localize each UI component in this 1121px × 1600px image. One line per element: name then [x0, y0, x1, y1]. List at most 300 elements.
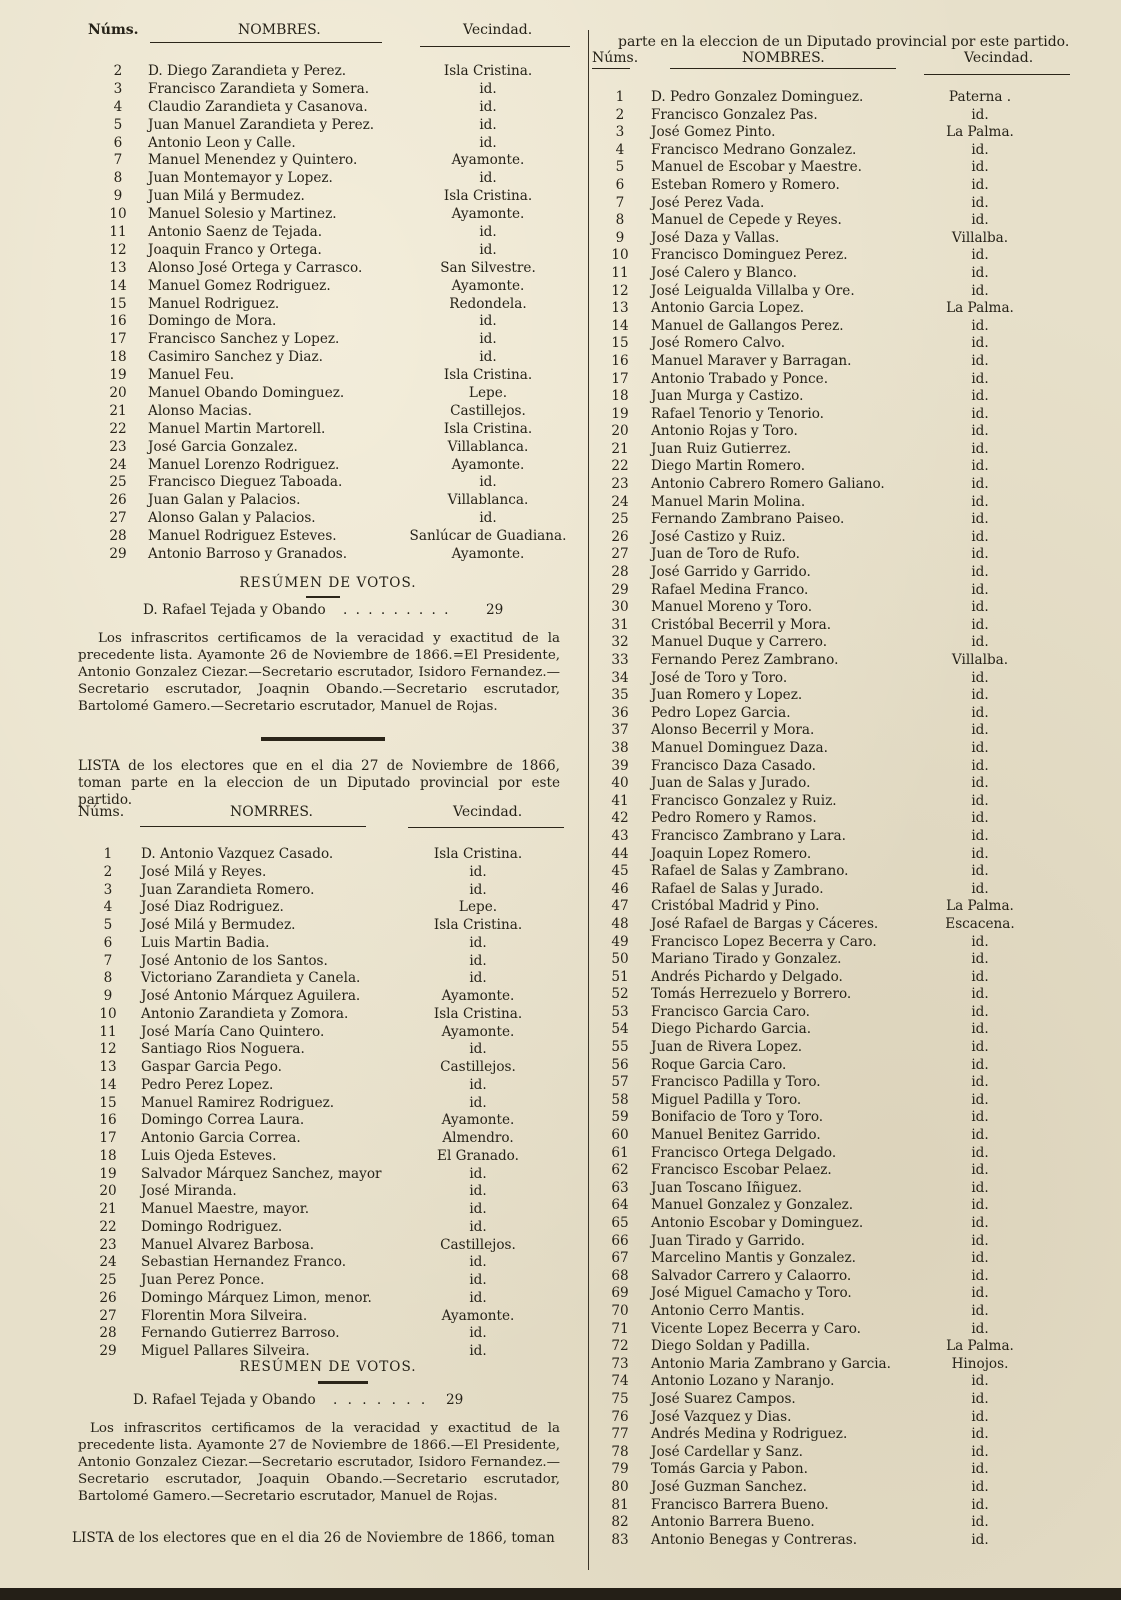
elector-name: José Daza y Vallas.: [651, 229, 780, 246]
list-item: [598, 1145, 1098, 1163]
elector-number: 7: [615, 194, 625, 211]
elector-vecindad: id.: [971, 616, 989, 633]
elector-number: 8: [103, 970, 113, 987]
elector-number: 15: [109, 295, 127, 312]
elector-vecindad: id.: [971, 704, 989, 721]
elector-name: Juan Romero y Lopez.: [651, 687, 803, 704]
elector-number: 23: [109, 438, 127, 455]
header-rule: [140, 826, 366, 827]
elector-number: 23: [99, 1236, 117, 1253]
list-item: [598, 1127, 1098, 1145]
elector-number: 3: [103, 881, 113, 898]
elector-vecindad: Isla Cristina.: [443, 188, 533, 205]
elector-number: 47: [611, 898, 629, 915]
elector-name: Antonio Benegas y Contreras.: [651, 1531, 858, 1548]
list-item: [598, 828, 1098, 846]
elector-name: Manuel de Cepede y Reyes.: [651, 212, 842, 229]
elector-number: 17: [99, 1130, 117, 1146]
header-names: NOMRRES.: [230, 804, 313, 820]
elector-vecindad: id.: [469, 952, 487, 969]
elector-name: Antonio Rojas y Toro.: [651, 423, 798, 440]
elector-name: Rafael Medina Franco.: [651, 581, 809, 598]
list-item: [598, 1233, 1098, 1251]
elector-name: José María Cano Quintero.: [141, 1023, 325, 1040]
lista-intro-3: LISTA de los electores que en el dia 26 de Noviembre de 1866, toman: [72, 1530, 555, 1546]
elector-name: Alonso Galan y Palacios.: [148, 510, 316, 527]
elector-number: 80: [611, 1478, 629, 1495]
elector-vecindad: id.: [971, 1021, 989, 1038]
elector-number: 82: [611, 1514, 629, 1531]
list-item: [598, 652, 1098, 670]
list-item: [78, 1006, 578, 1024]
list-item: [78, 206, 578, 224]
elector-number: 2: [615, 106, 625, 123]
elector-number: 64: [611, 1197, 629, 1214]
elector-vecindad: Ayamonte.: [441, 988, 515, 1004]
list-item: [598, 793, 1098, 811]
elector-vecindad: Isla Cristina.: [443, 63, 533, 79]
elector-name: Antonio Barroso y Granados.: [148, 546, 348, 563]
elector-vecindad: Villablanca.: [447, 492, 529, 509]
elector-name: Domingo de Mora.: [148, 313, 277, 330]
elector-vecindad: id.: [971, 440, 989, 457]
elector-vecindad: id.: [971, 827, 989, 844]
list-item: [598, 494, 1098, 512]
elector-vecindad: id.: [971, 370, 989, 387]
elector-vecindad: id.: [469, 1165, 487, 1182]
elector-number: 20: [99, 1183, 117, 1200]
elector-name: Francisco Zarandieta y Somera.: [148, 80, 370, 97]
elector-number: 2: [103, 863, 113, 880]
elector-vecindad: id.: [971, 775, 989, 792]
elector-number: 79: [611, 1461, 629, 1478]
elector-vecindad: id.: [971, 564, 989, 581]
list-item: [78, 1130, 578, 1148]
resumen-title-1: RESÚMEN DE VOTOS.: [239, 575, 417, 591]
elector-number: 12: [611, 282, 629, 299]
elector-vecindad: La Palma.: [946, 124, 1014, 141]
column-divider: [588, 30, 589, 1570]
resumen-votes: 29: [486, 602, 504, 618]
elector-vecindad: id.: [971, 1109, 989, 1126]
elector-name: Alonso Macias.: [148, 402, 252, 419]
elector-vecindad: id.: [971, 1056, 989, 1073]
elector-name: Manuel Rodriguez.: [148, 295, 280, 312]
list-item: [78, 546, 578, 564]
elector-vecindad: id.: [971, 159, 989, 176]
elector-vecindad: id.: [971, 951, 989, 968]
elector-vecindad: id.: [469, 1218, 487, 1235]
left-column: [72, 0, 578, 1546]
elector-number: 30: [611, 599, 629, 616]
elector-name: Manuel de Escobar y Maestre.: [651, 159, 863, 176]
elector-vecindad: id.: [479, 80, 497, 97]
elector-name: Fernando Zambrano Paiseo.: [651, 511, 845, 528]
elector-number: 29: [99, 1343, 117, 1359]
elector-name: Pedro Romero y Ramos.: [651, 810, 817, 827]
elector-vecindad: id.: [971, 1039, 989, 1056]
elector-vecindad: id.: [971, 493, 989, 510]
elector-number: 25: [611, 511, 629, 528]
list-item: [78, 135, 578, 153]
elector-vecindad: Villalba.: [951, 652, 1009, 668]
elector-name: Miguel Pallares Silveira.: [141, 1343, 310, 1359]
elector-number: 72: [611, 1338, 629, 1355]
elector-number: 19: [99, 1165, 117, 1182]
elector-name: José Miguel Camacho y Toro.: [651, 1285, 852, 1302]
list-item: [78, 474, 578, 492]
elector-number: 49: [611, 933, 629, 950]
list-item: [598, 1461, 1098, 1479]
elector-number: 5: [103, 917, 113, 933]
elector-vecindad: id.: [971, 968, 989, 985]
elector-vecindad: Almendro.: [442, 1130, 514, 1146]
elector-name: Manuel Gomez Rodriguez.: [148, 277, 331, 294]
elector-vecindad: id.: [469, 1041, 487, 1058]
elector-name: Manuel Gonzalez y Gonzalez.: [651, 1197, 854, 1214]
list-item: [598, 283, 1098, 301]
elector-number: 27: [611, 546, 629, 563]
elector-number: 42: [611, 810, 629, 827]
header-vecindad: Vecindad.: [453, 804, 523, 820]
elector-name: Domingo Márquez Limon, menor.: [141, 1289, 372, 1306]
list-item: [78, 492, 578, 510]
certification-2: Los infrascritos certificamos de la veracidad y exactitud de la precedente lista. Ayamonte 27 de Noviembre de 1866.—El Presidente, Antonio Gonzalez Ciezar.—Secretario escrutador, Isidoro Fernandez.—Secretario escrutador, Joaquin Obando.—Secretario escrutador, Bartolomé Gamero.—Secretario escrutador, Manuel de Rojas.: [78, 1421, 560, 1504]
elector-vecindad: id.: [469, 863, 487, 880]
elector-vecindad: Castillejos.: [450, 402, 526, 419]
elector-vecindad: id.: [971, 1496, 989, 1513]
list-item: [598, 1215, 1098, 1233]
elector-number: 44: [611, 845, 629, 862]
elector-number: 14: [109, 277, 127, 294]
elector-name: Antonio Trabado y Ponce.: [651, 370, 829, 387]
elector-name: Juan de Salas y Jurado.: [651, 775, 811, 792]
list-item: [598, 142, 1098, 160]
elector-name: Diego Pichardo Garcia.: [651, 1021, 812, 1038]
elector-number: 24: [611, 493, 629, 510]
list-item: [78, 260, 578, 278]
elector-name: José Garrido y Garrido.: [651, 564, 811, 581]
list-item: [598, 1285, 1098, 1303]
elector-number: 12: [109, 241, 127, 258]
elector-name: Juan Manuel Zarandieta y Perez.: [148, 116, 375, 133]
elector-name: Francisco Garcia Caro.: [651, 1003, 810, 1020]
list-item: [78, 421, 578, 439]
elector-vecindad: id.: [971, 212, 989, 229]
list-item: [598, 318, 1098, 336]
list-item: [78, 1148, 578, 1166]
elector-vecindad: Isla Cristina.: [433, 846, 523, 862]
elector-number: 26: [611, 528, 629, 545]
elector-vecindad: Isla Cristina.: [433, 1005, 523, 1022]
elector-name: Juan Montemayor y Lopez.: [148, 170, 333, 187]
elector-vecindad: Ayamonte.: [451, 546, 525, 563]
elector-number: 40: [611, 775, 629, 792]
elector-number: 11: [99, 1023, 117, 1040]
elector-number: 19: [611, 405, 629, 422]
elector-list-1: [78, 63, 578, 564]
header-vecindad: Vecindad.: [463, 22, 533, 38]
elector-number: 21: [109, 402, 127, 419]
elector-name: Miguel Padilla y Toro.: [651, 1091, 802, 1108]
list-item: [598, 722, 1098, 740]
resumen-title-2: RESÚMEN DE VOTOS.: [239, 1359, 417, 1375]
elector-name: Luis Martin Badia.: [141, 934, 270, 951]
elector-vecindad: id.: [971, 1408, 989, 1425]
list-item: [598, 1197, 1098, 1215]
elector-name: Pedro Lopez Garcia.: [651, 704, 791, 721]
elector-number: 36: [611, 704, 629, 721]
elector-name: José de Toro y Toro.: [651, 669, 788, 686]
elector-vecindad: Isla Cristina.: [433, 917, 523, 933]
list-item: [78, 296, 578, 314]
elector-number: 48: [611, 915, 629, 932]
elector-vecindad: id.: [971, 634, 989, 651]
elector-vecindad: Lepe.: [468, 385, 508, 402]
list-item: [598, 740, 1098, 758]
header-num: Núms.: [88, 22, 139, 38]
elector-vecindad: id.: [971, 1215, 989, 1231]
elector-vecindad: id.: [479, 510, 497, 527]
elector-name: Juan Toscano Iñiguez.: [651, 1179, 802, 1196]
elector-vecindad: Hinojos.: [951, 1355, 1009, 1372]
elector-vecindad: id.: [971, 317, 989, 334]
elector-number: 29: [611, 581, 629, 598]
elector-number: 1: [615, 89, 625, 105]
list-item: [598, 388, 1098, 406]
list-item: [78, 457, 578, 475]
elector-number: 24: [109, 456, 127, 473]
elector-vecindad: id.: [479, 241, 497, 258]
elector-vecindad: id.: [479, 116, 497, 133]
elector-vecindad: id.: [971, 722, 989, 739]
list-item: [598, 1180, 1098, 1198]
elector-name: Antonio Zarandieta y Zomora.: [141, 1005, 349, 1022]
elector-number: 45: [611, 863, 629, 880]
elector-vecindad: El Granado.: [437, 1147, 519, 1164]
elector-vecindad: id.: [971, 687, 989, 704]
list-item: [78, 224, 578, 242]
elector-vecindad: id.: [971, 1003, 989, 1020]
elector-name: Antonio Cabrero Romero Galiano.: [651, 476, 885, 493]
list-item: [598, 986, 1098, 1004]
list-item: [598, 1250, 1098, 1268]
elector-number: 37: [611, 722, 629, 739]
list-item: [78, 953, 578, 971]
elector-name: Diego Martin Romero.: [651, 458, 806, 475]
list-item: [598, 1092, 1098, 1110]
elector-name: Francisco Gonzalez y Ruiz.: [651, 792, 837, 809]
list-item: [78, 864, 578, 882]
elector-name: Francisco Escobar Pelaez.: [651, 1162, 832, 1179]
elector-number: 55: [611, 1039, 629, 1056]
list-item: [78, 278, 578, 296]
elector-name: José Milá y Bermudez.: [141, 917, 296, 933]
list-item: [598, 863, 1098, 881]
elector-vecindad: Villablanca.: [447, 438, 529, 455]
elector-name: Rafael de Salas y Jurado.: [651, 880, 824, 897]
elector-number: 9: [113, 188, 123, 205]
list-item: [78, 1112, 578, 1130]
elector-name: Antonio Garcia Lopez.: [651, 300, 805, 317]
list-item: [598, 1057, 1098, 1075]
elector-vecindad: id.: [971, 880, 989, 897]
elector-number: 52: [611, 986, 629, 1003]
list-item: [78, 99, 578, 117]
list-item: [598, 1479, 1098, 1497]
elector-number: 28: [109, 528, 127, 545]
list-item: [598, 1021, 1098, 1039]
elector-name: Francisco Daza Casado.: [651, 757, 816, 774]
list-item: [78, 846, 578, 864]
list-item: [598, 1426, 1098, 1444]
elector-name: Manuel Menendez y Quintero.: [148, 152, 358, 169]
elector-vecindad: id.: [971, 176, 989, 193]
elector-name: Tomás Herrezuelo y Borrero.: [651, 986, 852, 1003]
elector-number: 3: [113, 80, 123, 97]
list-item: [598, 564, 1098, 582]
list-item: [78, 63, 578, 81]
elector-name: Antonio Cerro Mantis.: [651, 1302, 805, 1319]
elector-name: José Diaz Rodriguez.: [141, 899, 284, 916]
elector-list-3: [598, 89, 1098, 1549]
list-item: [78, 439, 578, 457]
elector-vecindad: id.: [971, 405, 989, 422]
list-item: [598, 969, 1098, 987]
elector-vecindad: id.: [971, 1127, 989, 1144]
elector-name: Francisco Padilla y Toro.: [651, 1074, 821, 1091]
list-item: [598, 1303, 1098, 1321]
elector-vecindad: Isla Cristina.: [443, 367, 533, 384]
list-item: [598, 1162, 1098, 1180]
list-item: [598, 458, 1098, 476]
elector-number: 9: [615, 229, 625, 246]
elector-number: 29: [109, 546, 127, 563]
elector-name: D. Antonio Vazquez Casado.: [141, 846, 334, 862]
elector-vecindad: id.: [971, 1302, 989, 1319]
elector-number: 15: [611, 335, 629, 352]
elector-vecindad: id.: [469, 881, 487, 898]
elector-vecindad: id.: [971, 458, 989, 475]
elector-vecindad: id.: [479, 224, 497, 241]
elector-vecindad: id.: [469, 1272, 487, 1288]
list-item: [598, 353, 1098, 371]
elector-number: 56: [611, 1056, 629, 1073]
list-item: [78, 1201, 578, 1219]
lista-intro-2: LISTA de los electores que en el dia 27 de Noviembre de 1866, toman parte en la eleccion de un Diputado provincial por este partido.: [78, 758, 560, 808]
elector-number: 10: [99, 1005, 117, 1022]
elector-name: Santiago Rios Noguera.: [141, 1041, 305, 1058]
elector-number: 27: [109, 510, 127, 527]
resumen-line-2: [78, 1392, 578, 1410]
right-intro: parte en la eleccion de un Diputado provincial por este partido.: [618, 34, 1070, 50]
elector-number: 6: [113, 134, 123, 151]
elector-name: Francisco Barrera Bueno.: [651, 1496, 829, 1513]
elector-number: 3: [615, 124, 625, 141]
list-item: [598, 247, 1098, 265]
elector-name: Alonso José Ortega y Carrasco.: [148, 259, 363, 276]
elector-vecindad: id.: [971, 1285, 989, 1302]
list-item: [598, 705, 1098, 723]
header-num: Núms.: [592, 50, 639, 66]
elector-name: Diego Soldan y Padilla.: [651, 1338, 811, 1355]
elector-name: José Milá y Reyes.: [141, 863, 267, 880]
elector-name: Manuel Solesio y Martinez.: [148, 206, 337, 223]
elector-number: 70: [611, 1302, 629, 1319]
elector-vecindad: id.: [971, 194, 989, 211]
elector-name: Juan Murga y Castizo.: [651, 388, 804, 405]
list-item: [598, 423, 1098, 441]
elector-number: 63: [611, 1179, 629, 1196]
elector-vecindad: id.: [971, 810, 989, 827]
resumen-rule: [318, 1381, 368, 1384]
elector-number: 5: [113, 116, 123, 133]
elector-vecindad: La Palma.: [946, 898, 1014, 915]
elector-number: 76: [611, 1408, 629, 1425]
elector-name: Joaquin Lopez Romero.: [651, 845, 812, 862]
list-item: [598, 195, 1098, 213]
elector-name: Manuel Alvarez Barbosa.: [141, 1236, 315, 1253]
elector-number: 4: [103, 899, 113, 916]
elector-number: 39: [611, 757, 629, 774]
elector-name: Cristóbal Madrid y Pino.: [651, 898, 820, 915]
list-item: [598, 1039, 1098, 1057]
elector-vecindad: id.: [971, 352, 989, 369]
elector-name: Mariano Tirado y Gonzalez.: [651, 951, 842, 968]
elector-vecindad: id.: [469, 1201, 487, 1217]
list-item: [598, 1391, 1098, 1409]
elector-name: Juan Zarandieta Romero.: [141, 881, 315, 898]
elector-vecindad: id.: [971, 933, 989, 950]
list-item: [78, 331, 578, 349]
list-item: [598, 335, 1098, 353]
elector-name: José Rafael de Bargas y Cáceres.: [651, 915, 879, 932]
list-item: [598, 670, 1098, 688]
elector-vecindad: id.: [469, 1289, 487, 1306]
elector-number: 13: [99, 1059, 117, 1075]
elector-vecindad: id.: [479, 474, 497, 491]
list-item: [598, 582, 1098, 600]
elector-name: Antonio Saenz de Tejada.: [148, 224, 323, 241]
elector-vecindad: id.: [479, 331, 497, 348]
list-item: [598, 546, 1098, 564]
elector-vecindad: Paterna .: [948, 89, 1012, 105]
elector-name: Domingo Rodriguez.: [141, 1218, 283, 1235]
elector-vecindad: Castillejos.: [440, 1059, 516, 1075]
elector-name: Manuel Maestre, mayor.: [141, 1201, 310, 1217]
header-vecindad: Vecindad.: [964, 50, 1034, 66]
elector-name: Manuel Martin Martorell.: [148, 420, 326, 437]
elector-name: Manuel Obando Dominguez.: [148, 385, 345, 402]
elector-number: 23: [611, 476, 629, 493]
list-item: [598, 687, 1098, 705]
list-item: [598, 634, 1098, 652]
elector-number: 4: [113, 98, 123, 115]
header-num: Núms.: [78, 804, 125, 820]
elector-vecindad: Sanlúcar de Guadiana.: [409, 528, 567, 545]
elector-number: 16: [109, 313, 127, 330]
elector-vecindad: id.: [971, 986, 989, 1003]
elector-name: Antonio Lozano y Naranjo.: [651, 1373, 835, 1390]
elector-vecindad: id.: [971, 739, 989, 756]
elector-name: Claudio Zarandieta y Casanova.: [148, 98, 368, 115]
list-item: [78, 882, 578, 900]
elector-number: 41: [611, 792, 629, 809]
elector-number: 46: [611, 880, 629, 897]
elector-vecindad: id.: [971, 423, 989, 440]
list-item: [78, 242, 578, 260]
list-item: [598, 230, 1098, 248]
